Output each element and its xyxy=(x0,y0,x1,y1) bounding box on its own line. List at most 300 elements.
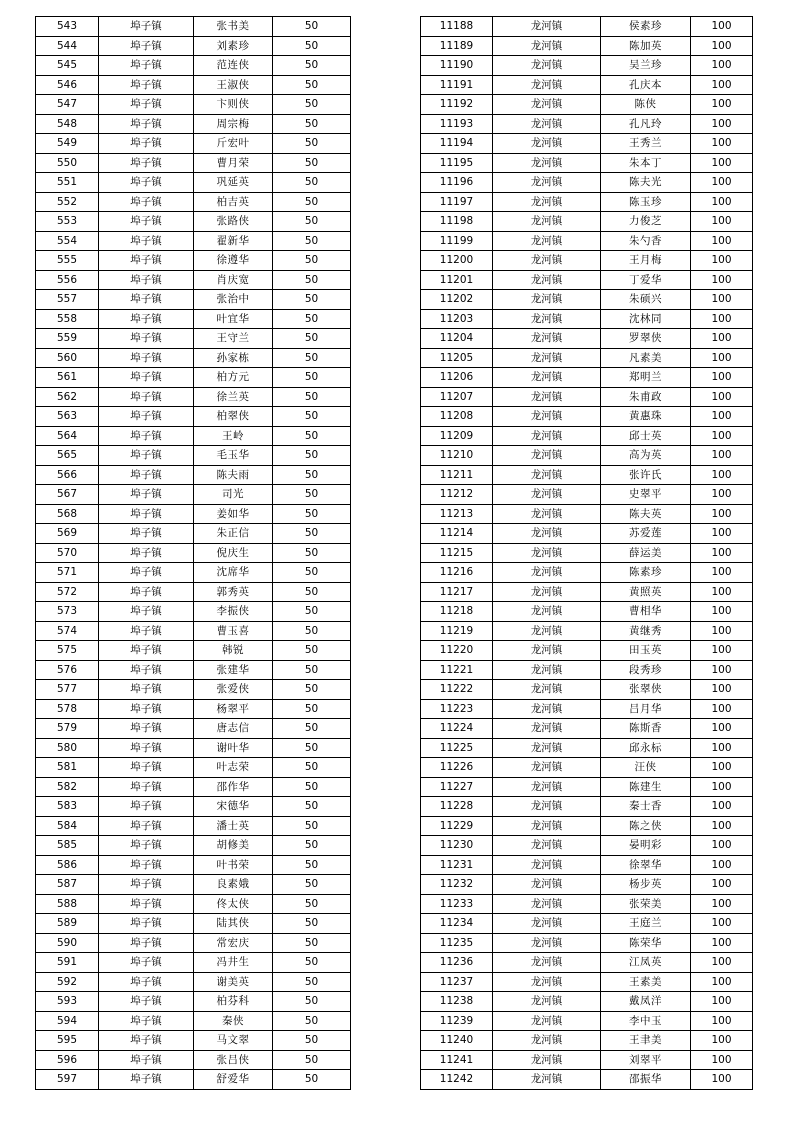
town-cell: 埠子镇 xyxy=(99,563,194,583)
table-row xyxy=(421,953,753,973)
row-number-cell: 11222 xyxy=(421,680,493,700)
row-number-cell: 11242 xyxy=(421,1070,493,1090)
amount-cell: 50 xyxy=(273,582,351,602)
name-cell: 陈之侠 xyxy=(601,816,691,836)
name-cell: 陈荣华 xyxy=(601,933,691,953)
town-cell: 龙河镇 xyxy=(493,582,601,602)
name-cell: 戴凤洋 xyxy=(601,992,691,1012)
table-row xyxy=(36,953,351,973)
table-row xyxy=(421,251,753,271)
table-row xyxy=(421,563,753,583)
row-number-cell: 546 xyxy=(36,75,99,95)
amount-cell: 50 xyxy=(273,680,351,700)
amount-cell: 100 xyxy=(691,446,753,466)
row-number-cell: 11228 xyxy=(421,797,493,817)
town-cell: 龙河镇 xyxy=(493,407,601,427)
town-cell: 龙河镇 xyxy=(493,270,601,290)
table-row xyxy=(421,914,753,934)
name-cell: 徐遵华 xyxy=(194,251,273,271)
town-cell: 埠子镇 xyxy=(99,797,194,817)
town-cell: 埠子镇 xyxy=(99,348,194,368)
amount-cell: 100 xyxy=(691,231,753,251)
amount-cell: 50 xyxy=(273,114,351,134)
row-number-cell: 567 xyxy=(36,485,99,505)
row-number-cell: 11239 xyxy=(421,1011,493,1031)
table-row xyxy=(421,777,753,797)
amount-cell: 100 xyxy=(691,212,753,232)
name-cell: 张吕侠 xyxy=(194,1050,273,1070)
town-cell: 埠子镇 xyxy=(99,738,194,758)
town-cell: 埠子镇 xyxy=(99,212,194,232)
name-cell: 王岭 xyxy=(194,426,273,446)
row-number-cell: 565 xyxy=(36,446,99,466)
amount-cell: 50 xyxy=(273,1070,351,1090)
name-cell: 王秀兰 xyxy=(601,134,691,154)
town-cell: 龙河镇 xyxy=(493,894,601,914)
town-cell: 龙河镇 xyxy=(493,17,601,37)
table-row xyxy=(36,972,351,992)
table-row xyxy=(421,173,753,193)
town-cell: 龙河镇 xyxy=(493,504,601,524)
table-row xyxy=(421,290,753,310)
row-number-cell: 11196 xyxy=(421,173,493,193)
amount-cell: 50 xyxy=(273,348,351,368)
name-cell: 宋德华 xyxy=(194,797,273,817)
name-cell: 范连侠 xyxy=(194,56,273,76)
amount-cell: 100 xyxy=(691,56,753,76)
amount-cell: 100 xyxy=(691,1011,753,1031)
table-row xyxy=(421,504,753,524)
amount-cell: 100 xyxy=(691,309,753,329)
table-row xyxy=(36,270,351,290)
amount-cell: 50 xyxy=(273,17,351,37)
table-row xyxy=(421,56,753,76)
table-row xyxy=(36,56,351,76)
amount-cell: 50 xyxy=(273,1050,351,1070)
town-cell: 埠子镇 xyxy=(99,621,194,641)
name-cell: 陈玉珍 xyxy=(601,192,691,212)
town-cell: 埠子镇 xyxy=(99,758,194,778)
name-cell: 肖庆宽 xyxy=(194,270,273,290)
table-row xyxy=(421,348,753,368)
town-cell: 龙河镇 xyxy=(493,972,601,992)
town-cell: 埠子镇 xyxy=(99,894,194,914)
table-row xyxy=(36,1070,351,1090)
town-cell: 埠子镇 xyxy=(99,699,194,719)
name-cell: 张爱侠 xyxy=(194,680,273,700)
table-row xyxy=(36,719,351,739)
row-number-cell: 11212 xyxy=(421,485,493,505)
table-row xyxy=(36,543,351,563)
table-row xyxy=(36,563,351,583)
row-number-cell: 11208 xyxy=(421,407,493,427)
amount-cell: 100 xyxy=(691,680,753,700)
name-cell: 翟新华 xyxy=(194,231,273,251)
town-cell: 埠子镇 xyxy=(99,1050,194,1070)
town-cell: 龙河镇 xyxy=(493,524,601,544)
table-row xyxy=(36,17,351,37)
table-row xyxy=(36,407,351,427)
amount-cell: 100 xyxy=(691,641,753,661)
town-cell: 埠子镇 xyxy=(99,407,194,427)
amount-cell: 50 xyxy=(273,329,351,349)
row-number-cell: 577 xyxy=(36,680,99,700)
row-number-cell: 11211 xyxy=(421,465,493,485)
amount-cell: 100 xyxy=(691,699,753,719)
name-cell: 郭秀英 xyxy=(194,582,273,602)
table-row xyxy=(421,972,753,992)
table-row xyxy=(421,426,753,446)
town-cell: 龙河镇 xyxy=(493,251,601,271)
row-number-cell: 564 xyxy=(36,426,99,446)
name-cell: 徐翠华 xyxy=(601,855,691,875)
name-cell: 晏明彩 xyxy=(601,836,691,856)
table-row xyxy=(36,485,351,505)
name-cell: 邵振华 xyxy=(601,1070,691,1090)
town-cell: 龙河镇 xyxy=(493,836,601,856)
row-number-cell: 11240 xyxy=(421,1031,493,1051)
row-number-cell: 11220 xyxy=(421,641,493,661)
amount-cell: 50 xyxy=(273,933,351,953)
table-row xyxy=(421,231,753,251)
row-number-cell: 570 xyxy=(36,543,99,563)
row-number-cell: 563 xyxy=(36,407,99,427)
amount-cell: 50 xyxy=(273,914,351,934)
town-cell: 埠子镇 xyxy=(99,114,194,134)
amount-cell: 100 xyxy=(691,758,753,778)
table-row xyxy=(421,621,753,641)
town-cell: 龙河镇 xyxy=(493,36,601,56)
name-cell: 张治中 xyxy=(194,290,273,310)
row-number-cell: 11199 xyxy=(421,231,493,251)
name-cell: 胡修美 xyxy=(194,836,273,856)
town-cell: 埠子镇 xyxy=(99,173,194,193)
amount-cell: 100 xyxy=(691,621,753,641)
town-cell: 龙河镇 xyxy=(493,719,601,739)
row-number-cell: 583 xyxy=(36,797,99,817)
table-row xyxy=(421,758,753,778)
row-number-cell: 557 xyxy=(36,290,99,310)
town-cell: 龙河镇 xyxy=(493,758,601,778)
amount-cell: 50 xyxy=(273,719,351,739)
table-row xyxy=(421,875,753,895)
row-number-cell: 579 xyxy=(36,719,99,739)
amount-cell: 100 xyxy=(691,582,753,602)
name-cell: 朱勺香 xyxy=(601,231,691,251)
name-cell: 曹玉喜 xyxy=(194,621,273,641)
row-number-cell: 549 xyxy=(36,134,99,154)
table-row xyxy=(36,875,351,895)
name-cell: 王守兰 xyxy=(194,329,273,349)
amount-cell: 100 xyxy=(691,1031,753,1051)
row-number-cell: 595 xyxy=(36,1031,99,1051)
row-number-cell: 587 xyxy=(36,875,99,895)
row-number-cell: 11188 xyxy=(421,17,493,37)
amount-cell: 100 xyxy=(691,855,753,875)
table-row xyxy=(36,290,351,310)
town-cell: 埠子镇 xyxy=(99,75,194,95)
table-row xyxy=(36,1031,351,1051)
row-number-cell: 11210 xyxy=(421,446,493,466)
town-cell: 埠子镇 xyxy=(99,36,194,56)
row-number-cell: 11206 xyxy=(421,368,493,388)
name-cell: 刘翠平 xyxy=(601,1050,691,1070)
name-cell: 朱本丁 xyxy=(601,153,691,173)
name-cell: 曹相华 xyxy=(601,602,691,622)
name-cell: 侯素珍 xyxy=(601,17,691,37)
amount-cell: 50 xyxy=(273,192,351,212)
amount-cell: 50 xyxy=(273,621,351,641)
town-cell: 埠子镇 xyxy=(99,504,194,524)
town-cell: 埠子镇 xyxy=(99,1070,194,1090)
amount-cell: 100 xyxy=(691,368,753,388)
town-cell: 龙河镇 xyxy=(493,212,601,232)
row-number-cell: 11193 xyxy=(421,114,493,134)
table-row xyxy=(421,270,753,290)
name-cell: 陈夫光 xyxy=(601,173,691,193)
town-cell: 埠子镇 xyxy=(99,953,194,973)
amount-cell: 50 xyxy=(273,972,351,992)
table-row xyxy=(421,485,753,505)
name-cell: 王庭兰 xyxy=(601,914,691,934)
town-cell: 龙河镇 xyxy=(493,446,601,466)
amount-cell: 50 xyxy=(273,290,351,310)
row-number-cell: 572 xyxy=(36,582,99,602)
row-number-cell: 574 xyxy=(36,621,99,641)
table-row xyxy=(421,36,753,56)
name-cell: 徐兰英 xyxy=(194,387,273,407)
table-row xyxy=(36,387,351,407)
name-cell: 苏爱莲 xyxy=(601,524,691,544)
town-cell: 埠子镇 xyxy=(99,1011,194,1031)
town-cell: 埠子镇 xyxy=(99,309,194,329)
amount-cell: 50 xyxy=(273,446,351,466)
table-row xyxy=(36,660,351,680)
amount-cell: 50 xyxy=(273,36,351,56)
row-number-cell: 11204 xyxy=(421,329,493,349)
town-cell: 龙河镇 xyxy=(493,134,601,154)
row-number-cell: 578 xyxy=(36,699,99,719)
table-row xyxy=(36,114,351,134)
table-row xyxy=(36,992,351,1012)
row-number-cell: 11213 xyxy=(421,504,493,524)
amount-cell: 50 xyxy=(273,953,351,973)
name-cell: 巩延英 xyxy=(194,173,273,193)
amount-cell: 50 xyxy=(273,426,351,446)
table-row xyxy=(421,933,753,953)
amount-cell: 50 xyxy=(273,387,351,407)
town-cell: 龙河镇 xyxy=(493,1011,601,1031)
amount-cell: 100 xyxy=(691,738,753,758)
row-number-cell: 561 xyxy=(36,368,99,388)
amount-cell: 50 xyxy=(273,173,351,193)
town-cell: 龙河镇 xyxy=(493,992,601,1012)
town-cell: 埠子镇 xyxy=(99,1031,194,1051)
table-row xyxy=(36,153,351,173)
town-cell: 龙河镇 xyxy=(493,426,601,446)
amount-cell: 50 xyxy=(273,56,351,76)
name-cell: 陈建生 xyxy=(601,777,691,797)
amount-cell: 100 xyxy=(691,173,753,193)
amount-cell: 100 xyxy=(691,1070,753,1090)
name-cell: 谢美英 xyxy=(194,972,273,992)
row-number-cell: 11241 xyxy=(421,1050,493,1070)
amount-cell: 50 xyxy=(273,855,351,875)
row-number-cell: 11198 xyxy=(421,212,493,232)
town-cell: 龙河镇 xyxy=(493,777,601,797)
table-row xyxy=(421,17,753,37)
town-cell: 埠子镇 xyxy=(99,992,194,1012)
row-number-cell: 582 xyxy=(36,777,99,797)
row-number-cell: 11205 xyxy=(421,348,493,368)
amount-cell: 100 xyxy=(691,524,753,544)
name-cell: 陈素珍 xyxy=(601,563,691,583)
town-cell: 埠子镇 xyxy=(99,17,194,37)
row-number-cell: 588 xyxy=(36,894,99,914)
row-number-cell: 586 xyxy=(36,855,99,875)
row-number-cell: 11224 xyxy=(421,719,493,739)
table-row xyxy=(36,192,351,212)
town-cell: 埠子镇 xyxy=(99,602,194,622)
name-cell: 朱硕兴 xyxy=(601,290,691,310)
town-cell: 埠子镇 xyxy=(99,933,194,953)
town-cell: 埠子镇 xyxy=(99,465,194,485)
table-row xyxy=(421,407,753,427)
row-number-cell: 573 xyxy=(36,602,99,622)
row-number-cell: 559 xyxy=(36,329,99,349)
name-cell: 沈林同 xyxy=(601,309,691,329)
table-row xyxy=(36,95,351,115)
table-row xyxy=(421,738,753,758)
town-cell: 埠子镇 xyxy=(99,387,194,407)
table-row xyxy=(36,758,351,778)
table-row xyxy=(421,1031,753,1051)
table-row xyxy=(421,134,753,154)
table-row xyxy=(421,582,753,602)
town-cell: 埠子镇 xyxy=(99,855,194,875)
amount-cell: 100 xyxy=(691,36,753,56)
name-cell: 冯井生 xyxy=(194,953,273,973)
right-roster-table xyxy=(420,16,753,1090)
table-row xyxy=(421,855,753,875)
town-cell: 龙河镇 xyxy=(493,563,601,583)
name-cell: 张书美 xyxy=(194,17,273,37)
table-row xyxy=(421,192,753,212)
table-row xyxy=(36,836,351,856)
table-row xyxy=(36,173,351,193)
amount-cell: 100 xyxy=(691,543,753,563)
row-number-cell: 11227 xyxy=(421,777,493,797)
town-cell: 龙河镇 xyxy=(493,699,601,719)
name-cell: 王素美 xyxy=(601,972,691,992)
row-number-cell: 551 xyxy=(36,173,99,193)
table-row xyxy=(36,621,351,641)
town-cell: 龙河镇 xyxy=(493,738,601,758)
town-cell: 龙河镇 xyxy=(493,329,601,349)
name-cell: 柏翠侠 xyxy=(194,407,273,427)
name-cell: 唐志信 xyxy=(194,719,273,739)
row-number-cell: 11219 xyxy=(421,621,493,641)
table-row xyxy=(36,777,351,797)
name-cell: 叶书荣 xyxy=(194,855,273,875)
name-cell: 曹月荣 xyxy=(194,153,273,173)
table-row xyxy=(36,309,351,329)
name-cell: 陈夫雨 xyxy=(194,465,273,485)
name-cell: 叶宜华 xyxy=(194,309,273,329)
row-number-cell: 11237 xyxy=(421,972,493,992)
town-cell: 埠子镇 xyxy=(99,582,194,602)
row-number-cell: 11207 xyxy=(421,387,493,407)
amount-cell: 100 xyxy=(691,329,753,349)
row-number-cell: 11238 xyxy=(421,992,493,1012)
amount-cell: 100 xyxy=(691,134,753,154)
name-cell: 沈席华 xyxy=(194,563,273,583)
name-cell: 陈加英 xyxy=(601,36,691,56)
table-row xyxy=(421,797,753,817)
amount-cell: 100 xyxy=(691,251,753,271)
table-row xyxy=(421,446,753,466)
town-cell: 龙河镇 xyxy=(493,660,601,680)
town-cell: 埠子镇 xyxy=(99,660,194,680)
table-row xyxy=(421,153,753,173)
row-number-cell: 11214 xyxy=(421,524,493,544)
row-number-cell: 11236 xyxy=(421,953,493,973)
amount-cell: 100 xyxy=(691,933,753,953)
amount-cell: 50 xyxy=(273,465,351,485)
table-row xyxy=(36,1050,351,1070)
amount-cell: 50 xyxy=(273,797,351,817)
row-number-cell: 584 xyxy=(36,816,99,836)
row-number-cell: 590 xyxy=(36,933,99,953)
table-row xyxy=(421,465,753,485)
name-cell: 郑明兰 xyxy=(601,368,691,388)
table-row xyxy=(421,524,753,544)
row-number-cell: 562 xyxy=(36,387,99,407)
amount-cell: 50 xyxy=(273,992,351,1012)
row-number-cell: 591 xyxy=(36,953,99,973)
name-cell: 凡素美 xyxy=(601,348,691,368)
table-row xyxy=(36,738,351,758)
town-cell: 埠子镇 xyxy=(99,368,194,388)
town-cell: 埠子镇 xyxy=(99,134,194,154)
row-number-cell: 576 xyxy=(36,660,99,680)
amount-cell: 100 xyxy=(691,816,753,836)
row-number-cell: 596 xyxy=(36,1050,99,1070)
table-row xyxy=(36,36,351,56)
amount-cell: 50 xyxy=(273,816,351,836)
town-cell: 埠子镇 xyxy=(99,270,194,290)
name-cell: 秦侠 xyxy=(194,1011,273,1031)
table-row xyxy=(36,816,351,836)
name-cell: 刘素珍 xyxy=(194,36,273,56)
name-cell: 吴兰珍 xyxy=(601,56,691,76)
town-cell: 龙河镇 xyxy=(493,543,601,563)
amount-cell: 50 xyxy=(273,524,351,544)
row-number-cell: 589 xyxy=(36,914,99,934)
amount-cell: 50 xyxy=(273,368,351,388)
amount-cell: 50 xyxy=(273,660,351,680)
amount-cell: 50 xyxy=(273,602,351,622)
table-row xyxy=(36,524,351,544)
town-cell: 埠子镇 xyxy=(99,329,194,349)
table-row xyxy=(36,504,351,524)
amount-cell: 50 xyxy=(273,777,351,797)
row-number-cell: 11225 xyxy=(421,738,493,758)
table-row xyxy=(421,816,753,836)
table-row xyxy=(36,855,351,875)
amount-cell: 50 xyxy=(273,251,351,271)
row-number-cell: 568 xyxy=(36,504,99,524)
